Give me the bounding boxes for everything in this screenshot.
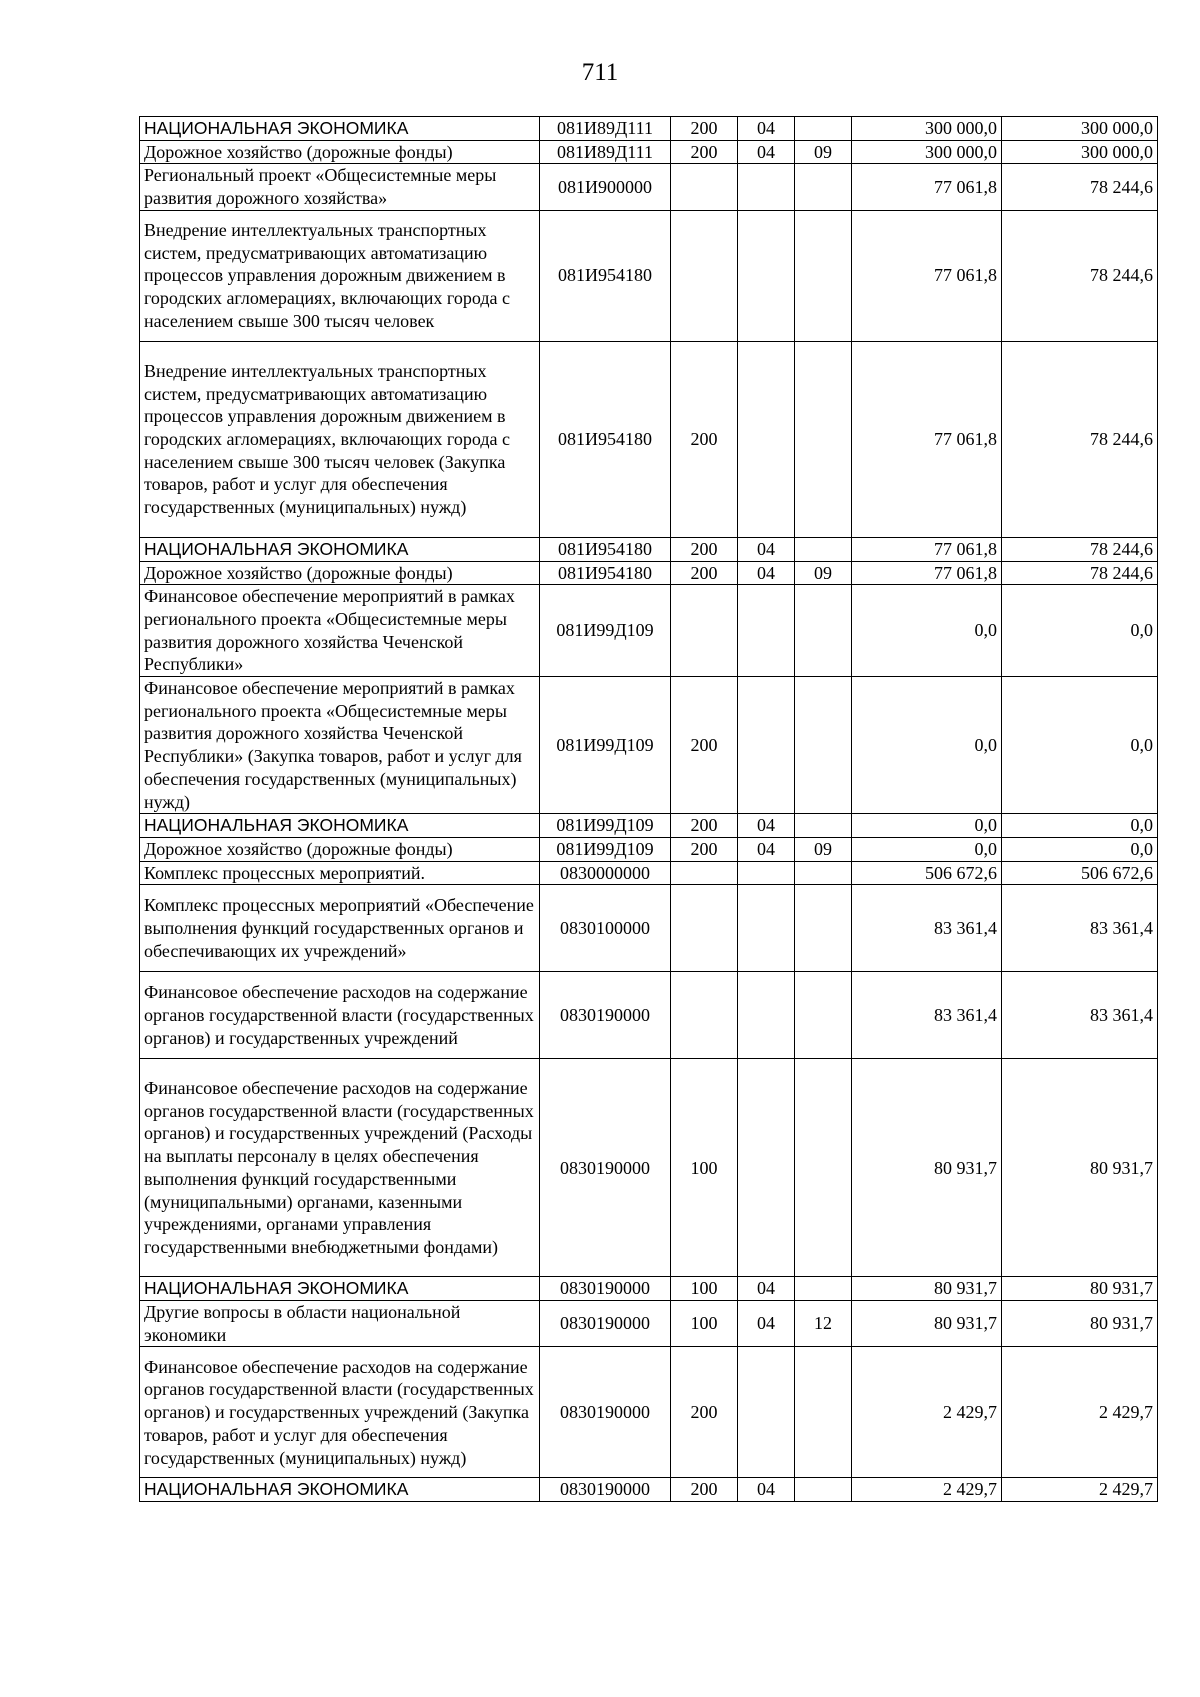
section-cell: 04 xyxy=(738,140,795,164)
table-row xyxy=(140,1301,1158,1347)
target-code-cell: 081И954180 xyxy=(540,210,671,341)
target-code-cell: 0830000000 xyxy=(540,861,671,885)
subsection-cell xyxy=(795,164,852,210)
row-name-cell: Комплекс процессных мероприятий «Обеспечение выполнения функций государственных органов и обеспечивающих их учреждений» xyxy=(140,885,540,972)
subsection-cell xyxy=(795,885,852,972)
table-row xyxy=(140,972,1158,1059)
table-row xyxy=(140,341,1158,537)
subsection-cell xyxy=(795,814,852,838)
target-code-cell: 0830190000 xyxy=(540,1478,671,1502)
subsection-cell xyxy=(795,117,852,141)
table-row xyxy=(140,885,1158,972)
amount-year1-cell: 83 361,4 xyxy=(852,885,1002,972)
table-row xyxy=(140,861,1158,885)
subsection-cell xyxy=(795,1478,852,1502)
amount-year1-cell: 77 061,8 xyxy=(852,561,1002,585)
table-row xyxy=(140,1059,1158,1277)
row-name-cell: Финансовое обеспечение расходов на содержание органов государственной власти (государственных органов) и государственных учреждений xyxy=(140,972,540,1059)
expense-type-cell: 200 xyxy=(671,837,738,861)
expense-type-cell: 100 xyxy=(671,1277,738,1301)
row-name-cell: Дорожное хозяйство (дорожные фонды) xyxy=(140,837,540,861)
row-name-cell: Финансовое обеспечение мероприятий в рамках регионального проекта «Общесистемные меры развития дорожного хозяйства Чеченской Республики» (Закупка товаров, работ и услуг для обеспечения государственных (муниципальных) нужд) xyxy=(140,677,540,814)
amount-year2-cell: 78 244,6 xyxy=(1002,210,1158,341)
section-cell: 04 xyxy=(738,814,795,838)
section-cell: 04 xyxy=(738,1478,795,1502)
section-cell xyxy=(738,341,795,537)
amount-year1-cell: 506 672,6 xyxy=(852,861,1002,885)
target-code-cell: 081И954180 xyxy=(540,341,671,537)
amount-year2-cell: 80 931,7 xyxy=(1002,1059,1158,1277)
amount-year2-cell: 300 000,0 xyxy=(1002,117,1158,141)
amount-year1-cell: 0,0 xyxy=(852,677,1002,814)
table-row xyxy=(140,117,1158,141)
section-cell: 04 xyxy=(738,537,795,561)
expense-type-cell: 200 xyxy=(671,814,738,838)
expense-type-cell xyxy=(671,164,738,210)
amount-year1-cell: 0,0 xyxy=(852,585,1002,677)
row-name-cell: НАЦИОНАЛЬНАЯ ЭКОНОМИКА xyxy=(140,117,540,141)
subsection-cell xyxy=(795,861,852,885)
target-code-cell: 0830190000 xyxy=(540,1301,671,1347)
amount-year1-cell: 2 429,7 xyxy=(852,1347,1002,1478)
subsection-cell xyxy=(795,1347,852,1478)
amount-year1-cell: 77 061,8 xyxy=(852,537,1002,561)
table-row xyxy=(140,585,1158,677)
target-code-cell: 081И954180 xyxy=(540,561,671,585)
amount-year1-cell: 0,0 xyxy=(852,837,1002,861)
table-row xyxy=(140,1347,1158,1478)
subsection-cell xyxy=(795,677,852,814)
subsection-cell xyxy=(795,1059,852,1277)
table-row xyxy=(140,677,1158,814)
subsection-cell xyxy=(795,972,852,1059)
amount-year2-cell: 2 429,7 xyxy=(1002,1478,1158,1502)
amount-year2-cell: 83 361,4 xyxy=(1002,972,1158,1059)
amount-year1-cell: 80 931,7 xyxy=(852,1301,1002,1347)
expense-type-cell: 200 xyxy=(671,677,738,814)
table-row xyxy=(140,1478,1158,1502)
amount-year1-cell: 2 429,7 xyxy=(852,1478,1002,1502)
row-name-cell: НАЦИОНАЛЬНАЯ ЭКОНОМИКА xyxy=(140,537,540,561)
target-code-cell: 081И99Д109 xyxy=(540,677,671,814)
expense-type-cell: 200 xyxy=(671,537,738,561)
expense-type-cell: 200 xyxy=(671,1347,738,1478)
amount-year2-cell: 300 000,0 xyxy=(1002,140,1158,164)
amount-year1-cell: 300 000,0 xyxy=(852,140,1002,164)
page-number: 711 xyxy=(581,59,619,86)
row-name-cell: Финансовое обеспечение мероприятий в рамках регионального проекта «Общесистемные меры развития дорожного хозяйства Чеченской Республики» xyxy=(140,585,540,677)
amount-year2-cell: 78 244,6 xyxy=(1002,537,1158,561)
target-code-cell: 081И89Д111 xyxy=(540,140,671,164)
section-cell: 04 xyxy=(738,117,795,141)
section-cell xyxy=(738,164,795,210)
table-row xyxy=(140,537,1158,561)
section-cell xyxy=(738,585,795,677)
expense-type-cell: 200 xyxy=(671,1478,738,1502)
expense-type-cell xyxy=(671,972,738,1059)
subsection-cell: 09 xyxy=(795,140,852,164)
subsection-cell xyxy=(795,341,852,537)
section-cell xyxy=(738,885,795,972)
subsection-cell xyxy=(795,537,852,561)
row-name-cell: Другие вопросы в области национальной экономики xyxy=(140,1301,540,1347)
expense-type-cell: 200 xyxy=(671,117,738,141)
row-name-cell: Внедрение интеллектуальных транспортных систем, предусматривающих автоматизацию процессов управления дорожным движением в городских агломерациях, включающих города с населением свыше 300 тысяч человек (Закупка товаров, работ и услуг для обеспечения государственных (муниципальных) нужд) xyxy=(140,341,540,537)
amount-year2-cell: 0,0 xyxy=(1002,677,1158,814)
amount-year1-cell: 83 361,4 xyxy=(852,972,1002,1059)
table-row xyxy=(140,164,1158,210)
amount-year2-cell: 78 244,6 xyxy=(1002,341,1158,537)
section-cell: 04 xyxy=(738,1301,795,1347)
row-name-cell: Финансовое обеспечение расходов на содержание органов государственной власти (государственных органов) и государственных учреждений (Расходы на выплаты персоналу в целях обеспечения выполнения функций государственными (муниципальными) органами, казенными учреждениями, органами управления государственными внебюджетными фондами) xyxy=(140,1059,540,1277)
amount-year2-cell: 2 429,7 xyxy=(1002,1347,1158,1478)
amount-year1-cell: 0,0 xyxy=(852,814,1002,838)
section-cell: 04 xyxy=(738,1277,795,1301)
section-cell xyxy=(738,1059,795,1277)
row-name-cell: Внедрение интеллектуальных транспортных систем, предусматривающих автоматизацию процессов управления дорожным движением в городских агломерациях, включающих города с населением свыше 300 тысяч человек xyxy=(140,210,540,341)
expense-type-cell xyxy=(671,861,738,885)
table-row xyxy=(140,140,1158,164)
table-row xyxy=(140,814,1158,838)
target-code-cell: 0830100000 xyxy=(540,885,671,972)
expense-type-cell: 200 xyxy=(671,140,738,164)
target-code-cell: 081И99Д109 xyxy=(540,585,671,677)
target-code-cell: 081И99Д109 xyxy=(540,814,671,838)
target-code-cell: 081И954180 xyxy=(540,537,671,561)
target-code-cell: 081И89Д111 xyxy=(540,117,671,141)
table-row xyxy=(140,210,1158,341)
subsection-cell xyxy=(795,1277,852,1301)
expense-type-cell: 200 xyxy=(671,561,738,585)
target-code-cell: 081И900000 xyxy=(540,164,671,210)
row-name-cell: Региональный проект «Общесистемные меры развития дорожного хозяйства» xyxy=(140,164,540,210)
section-cell: 04 xyxy=(738,837,795,861)
row-name-cell: Дорожное хозяйство (дорожные фонды) xyxy=(140,561,540,585)
amount-year2-cell: 80 931,7 xyxy=(1002,1277,1158,1301)
table-row xyxy=(140,837,1158,861)
section-cell xyxy=(738,861,795,885)
amount-year1-cell: 80 931,7 xyxy=(852,1059,1002,1277)
expense-type-cell xyxy=(671,210,738,341)
row-name-cell: НАЦИОНАЛЬНАЯ ЭКОНОМИКА xyxy=(140,1478,540,1502)
expense-type-cell: 100 xyxy=(671,1301,738,1347)
target-code-cell: 081И99Д109 xyxy=(540,837,671,861)
amount-year2-cell: 0,0 xyxy=(1002,585,1158,677)
expense-type-cell: 100 xyxy=(671,1059,738,1277)
amount-year2-cell: 80 931,7 xyxy=(1002,1301,1158,1347)
target-code-cell: 0830190000 xyxy=(540,1059,671,1277)
amount-year1-cell: 77 061,8 xyxy=(852,164,1002,210)
amount-year1-cell: 77 061,8 xyxy=(852,210,1002,341)
section-cell xyxy=(738,677,795,814)
amount-year2-cell: 0,0 xyxy=(1002,814,1158,838)
amount-year2-cell: 0,0 xyxy=(1002,837,1158,861)
amount-year2-cell: 506 672,6 xyxy=(1002,861,1158,885)
budget-table-body xyxy=(140,117,1158,1502)
table-row xyxy=(140,561,1158,585)
budget-table xyxy=(139,116,1158,1502)
table-row xyxy=(140,1277,1158,1301)
row-name-cell: НАЦИОНАЛЬНАЯ ЭКОНОМИКА xyxy=(140,1277,540,1301)
amount-year2-cell: 83 361,4 xyxy=(1002,885,1158,972)
subsection-cell: 09 xyxy=(795,561,852,585)
row-name-cell: Финансовое обеспечение расходов на содержание органов государственной власти (государственных органов) и государственных учреждений (Закупка товаров, работ и услуг для обеспечения государственных (муниципальных) нужд) xyxy=(140,1347,540,1478)
row-name-cell: Комплекс процессных мероприятий. xyxy=(140,861,540,885)
section-cell xyxy=(738,1347,795,1478)
target-code-cell: 0830190000 xyxy=(540,1347,671,1478)
subsection-cell xyxy=(795,585,852,677)
section-cell: 04 xyxy=(738,561,795,585)
amount-year2-cell: 78 244,6 xyxy=(1002,164,1158,210)
amount-year1-cell: 300 000,0 xyxy=(852,117,1002,141)
subsection-cell: 09 xyxy=(795,837,852,861)
target-code-cell: 0830190000 xyxy=(540,972,671,1059)
subsection-cell xyxy=(795,210,852,341)
amount-year1-cell: 80 931,7 xyxy=(852,1277,1002,1301)
expense-type-cell: 200 xyxy=(671,341,738,537)
section-cell xyxy=(738,972,795,1059)
target-code-cell: 0830190000 xyxy=(540,1277,671,1301)
row-name-cell: Дорожное хозяйство (дорожные фонды) xyxy=(140,140,540,164)
amount-year1-cell: 77 061,8 xyxy=(852,341,1002,537)
expense-type-cell xyxy=(671,885,738,972)
amount-year2-cell: 78 244,6 xyxy=(1002,561,1158,585)
section-cell xyxy=(738,210,795,341)
row-name-cell: НАЦИОНАЛЬНАЯ ЭКОНОМИКА xyxy=(140,814,540,838)
subsection-cell: 12 xyxy=(795,1301,852,1347)
expense-type-cell xyxy=(671,585,738,677)
